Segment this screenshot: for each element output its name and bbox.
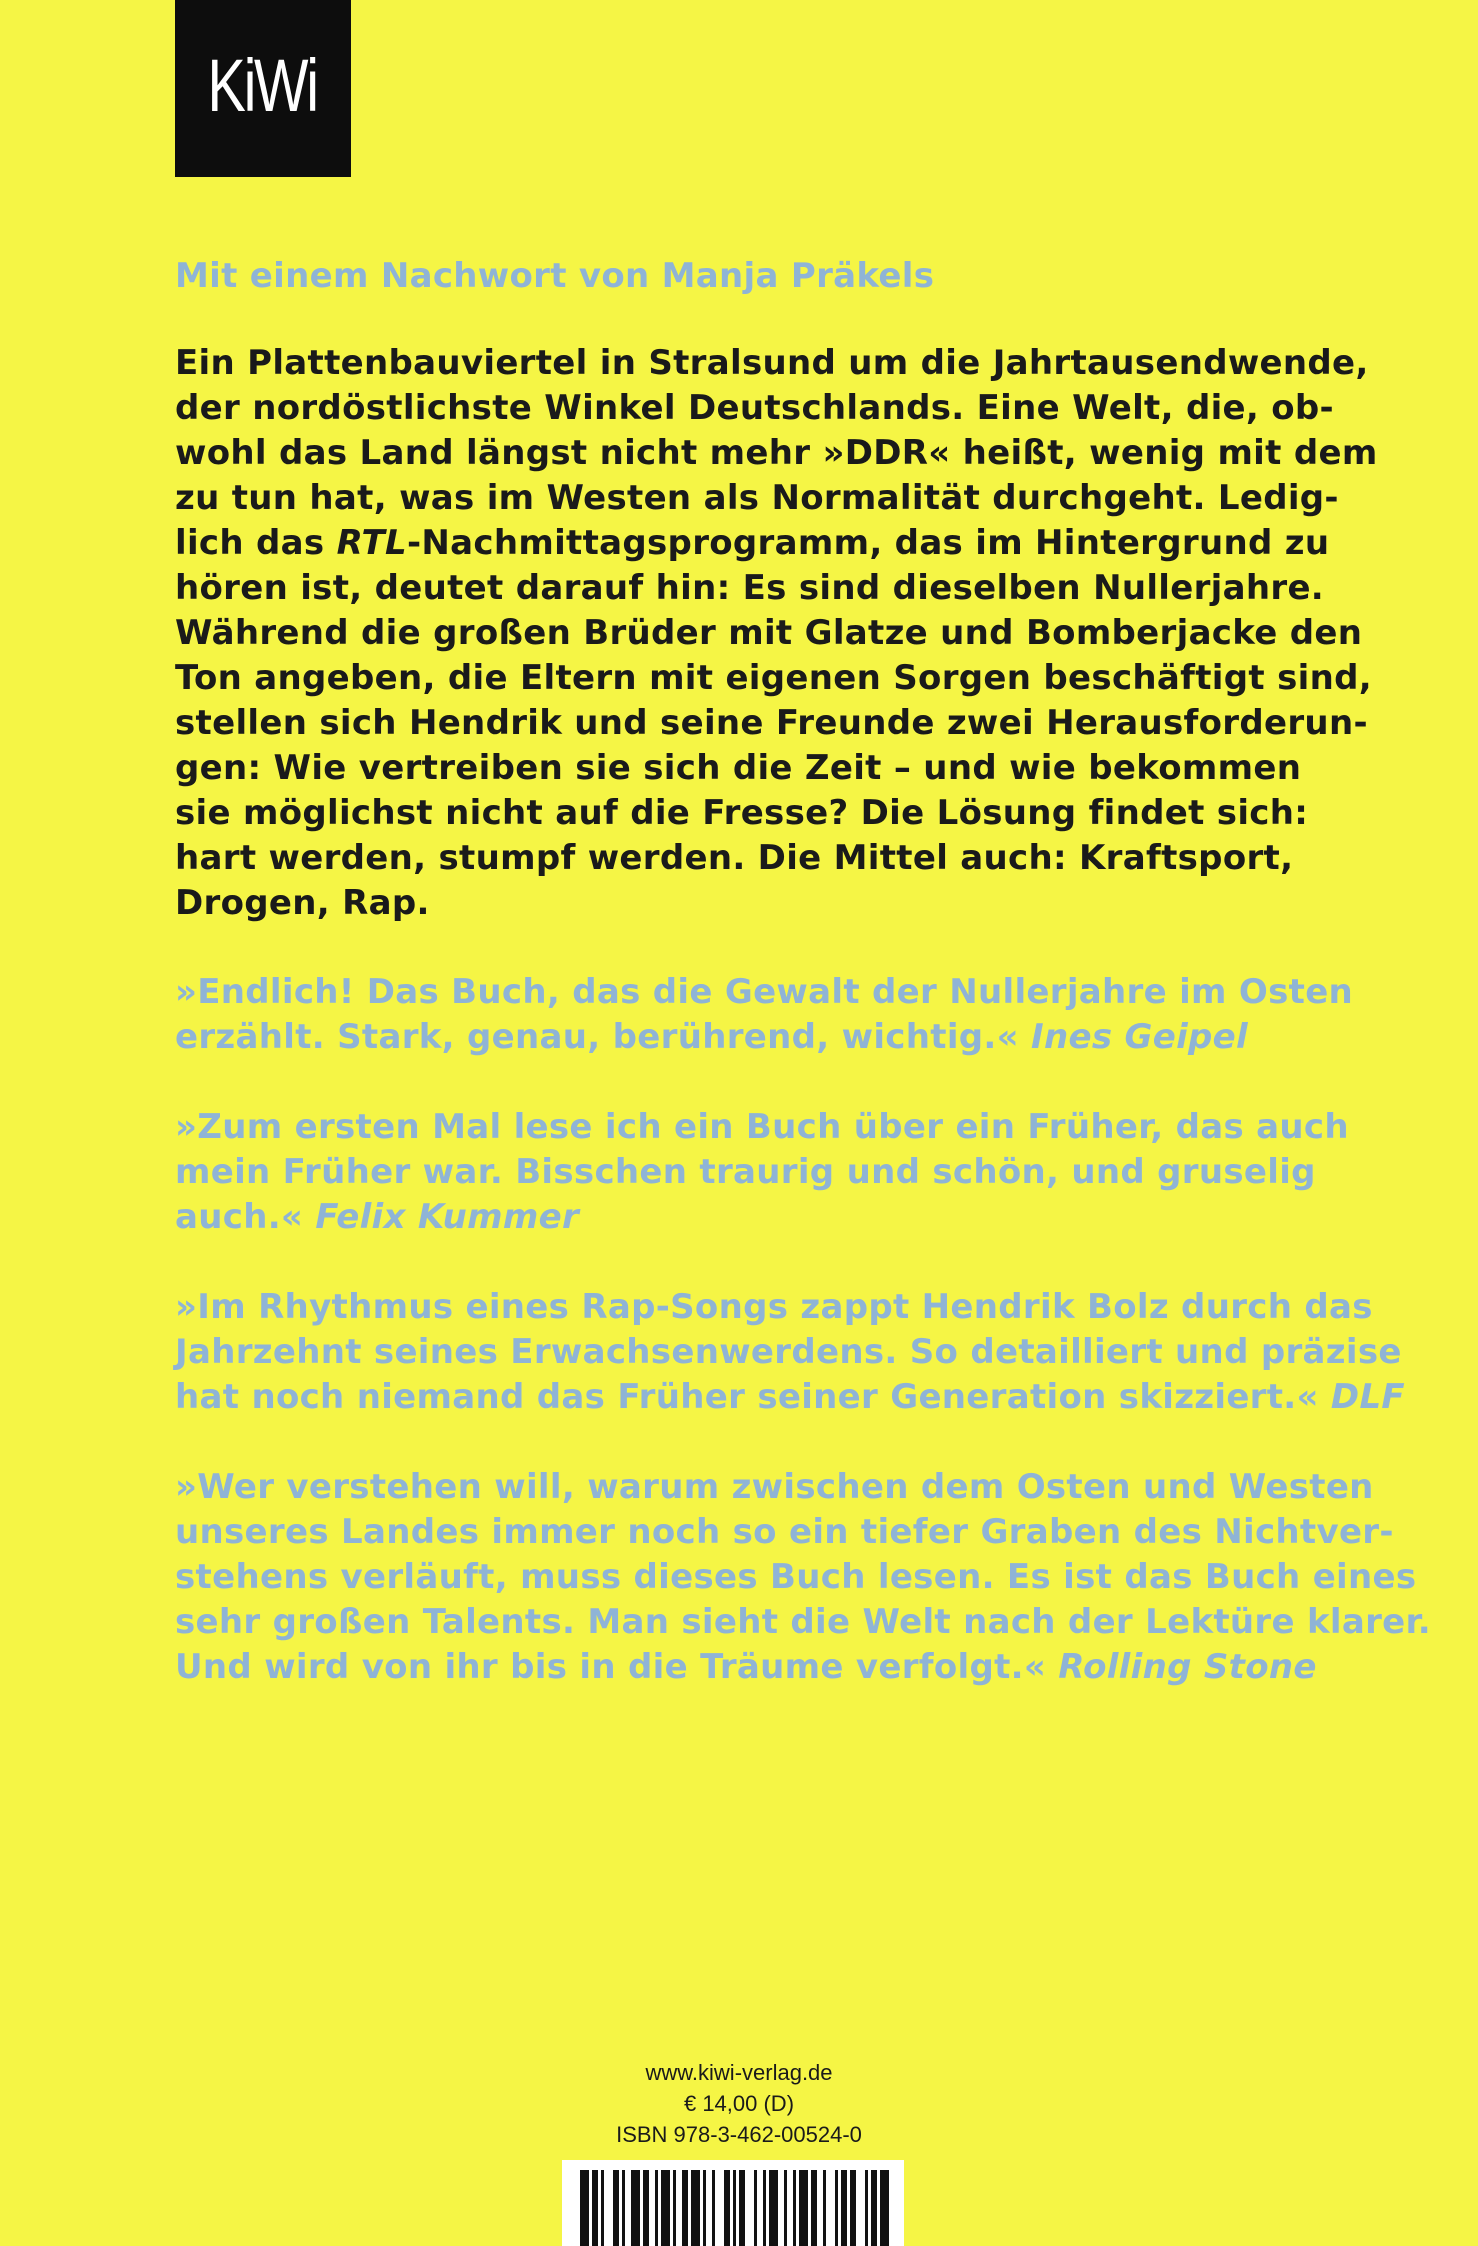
quote-author: Rolling Stone <box>1058 1647 1317 1687</box>
barcode-bar <box>865 2170 868 2246</box>
barcode-bar <box>601 2170 604 2246</box>
barcode-bar <box>793 2170 796 2246</box>
imprint-block <box>0 2057 1478 2150</box>
barcode-bar <box>712 2170 715 2246</box>
blurb-line: Ton angeben, die Eltern mit eigenen Sorgen beschäftigt sind, <box>175 658 1372 698</box>
quote-author: Felix Kummer <box>315 1197 580 1237</box>
barcode-bar <box>763 2170 766 2246</box>
barcode-bar <box>655 2170 658 2246</box>
barcode-bar <box>799 2170 808 2246</box>
review-quote-rolling-stone <box>175 1465 1431 1690</box>
quote-line: »Endlich! Das Buch, das die Gewalt der Nullerjahre im Osten <box>175 972 1354 1012</box>
quote-line: erzählt. Stark, genau, berührend, wichtig.« Ines Geipel <box>175 1017 1248 1057</box>
barcode-bar <box>841 2170 847 2246</box>
blurb-line: gen: Wie vertreiben sie sich die Zeit – und wie bekommen <box>175 748 1302 788</box>
logo-text: KiWi <box>207 44 317 127</box>
publisher-logo <box>175 0 351 177</box>
review-quote-geipel <box>175 970 1355 1060</box>
blurb-line: Drogen, Rap. <box>175 883 430 923</box>
blurb-line: hart werden, stumpf werden. Die Mittel auch: Kraftsport, <box>175 838 1294 878</box>
blurb-line: stellen sich Hendrik und seine Freunde zwei Herausforderun- <box>175 703 1368 743</box>
blurb-line: sie möglichst nicht auf die Fresse? Die Lösung findet sich: <box>175 793 1309 833</box>
barcode-bar <box>622 2170 625 2246</box>
review-quote-dlf <box>175 1285 1405 1420</box>
barcode-bar <box>592 2170 598 2246</box>
barcode-bar <box>880 2170 889 2246</box>
back-cover-content <box>175 254 1431 1735</box>
quote-line: auch.« Felix Kummer <box>175 1197 580 1237</box>
blurb-line: der nordöstlichste Winkel Deutschlands. Eine Welt, die, ob- <box>175 388 1334 428</box>
barcode-bar <box>835 2170 838 2246</box>
tv-channel-name: RTL <box>336 523 407 563</box>
blurb-line: wohl das Land längst nicht mehr »DDR« heißt, wenig mit dem <box>175 433 1378 473</box>
review-quote-kummer <box>175 1105 1355 1240</box>
quote-line: sehr großen Talents. Man sieht die Welt nach der Lektüre klarer. <box>175 1602 1431 1642</box>
barcode-bar <box>769 2170 778 2246</box>
quote-author: Ines Geipel <box>1031 1017 1248 1057</box>
barcode-bar <box>643 2170 649 2246</box>
barcode-bar <box>703 2170 706 2246</box>
barcode-bar <box>724 2170 730 2246</box>
barcode-bar <box>754 2170 757 2246</box>
quote-line: »Wer verstehen will, warum zwischen dem Osten und Westen <box>175 1467 1374 1507</box>
barcode-bar <box>691 2170 700 2246</box>
blurb-line: lich das RTL-Nachmittagsprogramm, das im Hintergrund zu <box>175 523 1330 563</box>
barcode-graphic <box>562 2160 904 2246</box>
barcode-bar <box>850 2170 856 2246</box>
barcode-bar <box>733 2170 736 2246</box>
quote-line: hat noch niemand das Früher seiner Generation skizziert.« DLF <box>175 1377 1405 1417</box>
blurb-line: Ein Plattenbauviertel in Stralsund um die Jahrtausendwende, <box>175 343 1369 383</box>
quote-line: »Im Rhythmus eines Rap-Songs zappt Hendrik Bolz durch das <box>175 1287 1373 1327</box>
isbn: ISBN 978-3-462-00524-0 <box>616 2122 862 2147</box>
barcode-bar <box>631 2170 640 2246</box>
book-blurb <box>175 341 1378 926</box>
publisher-website: www.kiwi-verlag.de <box>645 2060 833 2085</box>
blurb-line: hören ist, deutet darauf hin: Es sind dieselben Nullerjahre. <box>175 568 1325 608</box>
quote-line: stehens verläuft, muss dieses Buch lesen. Es ist das Buch eines <box>175 1557 1417 1597</box>
blurb-line: zu tun hat, was im Westen als Normalität durchgeht. Ledig- <box>175 478 1339 518</box>
quote-line: »Zum ersten Mal lese ich ein Buch über ein Früher, das auch <box>175 1107 1349 1147</box>
afterword-note: Mit einem Nachwort von Manja Präkels <box>175 256 935 296</box>
quote-line: mein Früher war. Bisschen traurig und schön, und gruselig <box>175 1152 1316 1192</box>
barcode-bar <box>661 2170 670 2246</box>
barcode-bar <box>739 2170 745 2246</box>
isbn-barcode <box>562 2160 904 2246</box>
quote-line: Und wird von ihr bis in die Träume verfolgt.« Rolling Stone <box>175 1647 1317 1687</box>
blurb-line: Während die großen Brüder mit Glatze und Bomberjacke den <box>175 613 1363 653</box>
barcode-bar <box>784 2170 787 2246</box>
barcode-bar <box>673 2170 676 2246</box>
quote-line: unseres Landes immer noch so ein tiefer Graben des Nichtver- <box>175 1512 1394 1552</box>
barcode-bar <box>682 2170 688 2246</box>
book-price: € 14,00 (D) <box>683 2091 795 2116</box>
barcode-bar <box>823 2170 826 2246</box>
barcode-bar <box>580 2170 589 2246</box>
barcode-bar <box>811 2170 817 2246</box>
quote-line: Jahrzehnt seines Erwachsenwerdens. So detailliert und präzise <box>175 1332 1402 1372</box>
quote-author: DLF <box>1330 1377 1405 1417</box>
barcode-bar <box>613 2170 619 2246</box>
barcode-bar <box>871 2170 877 2246</box>
